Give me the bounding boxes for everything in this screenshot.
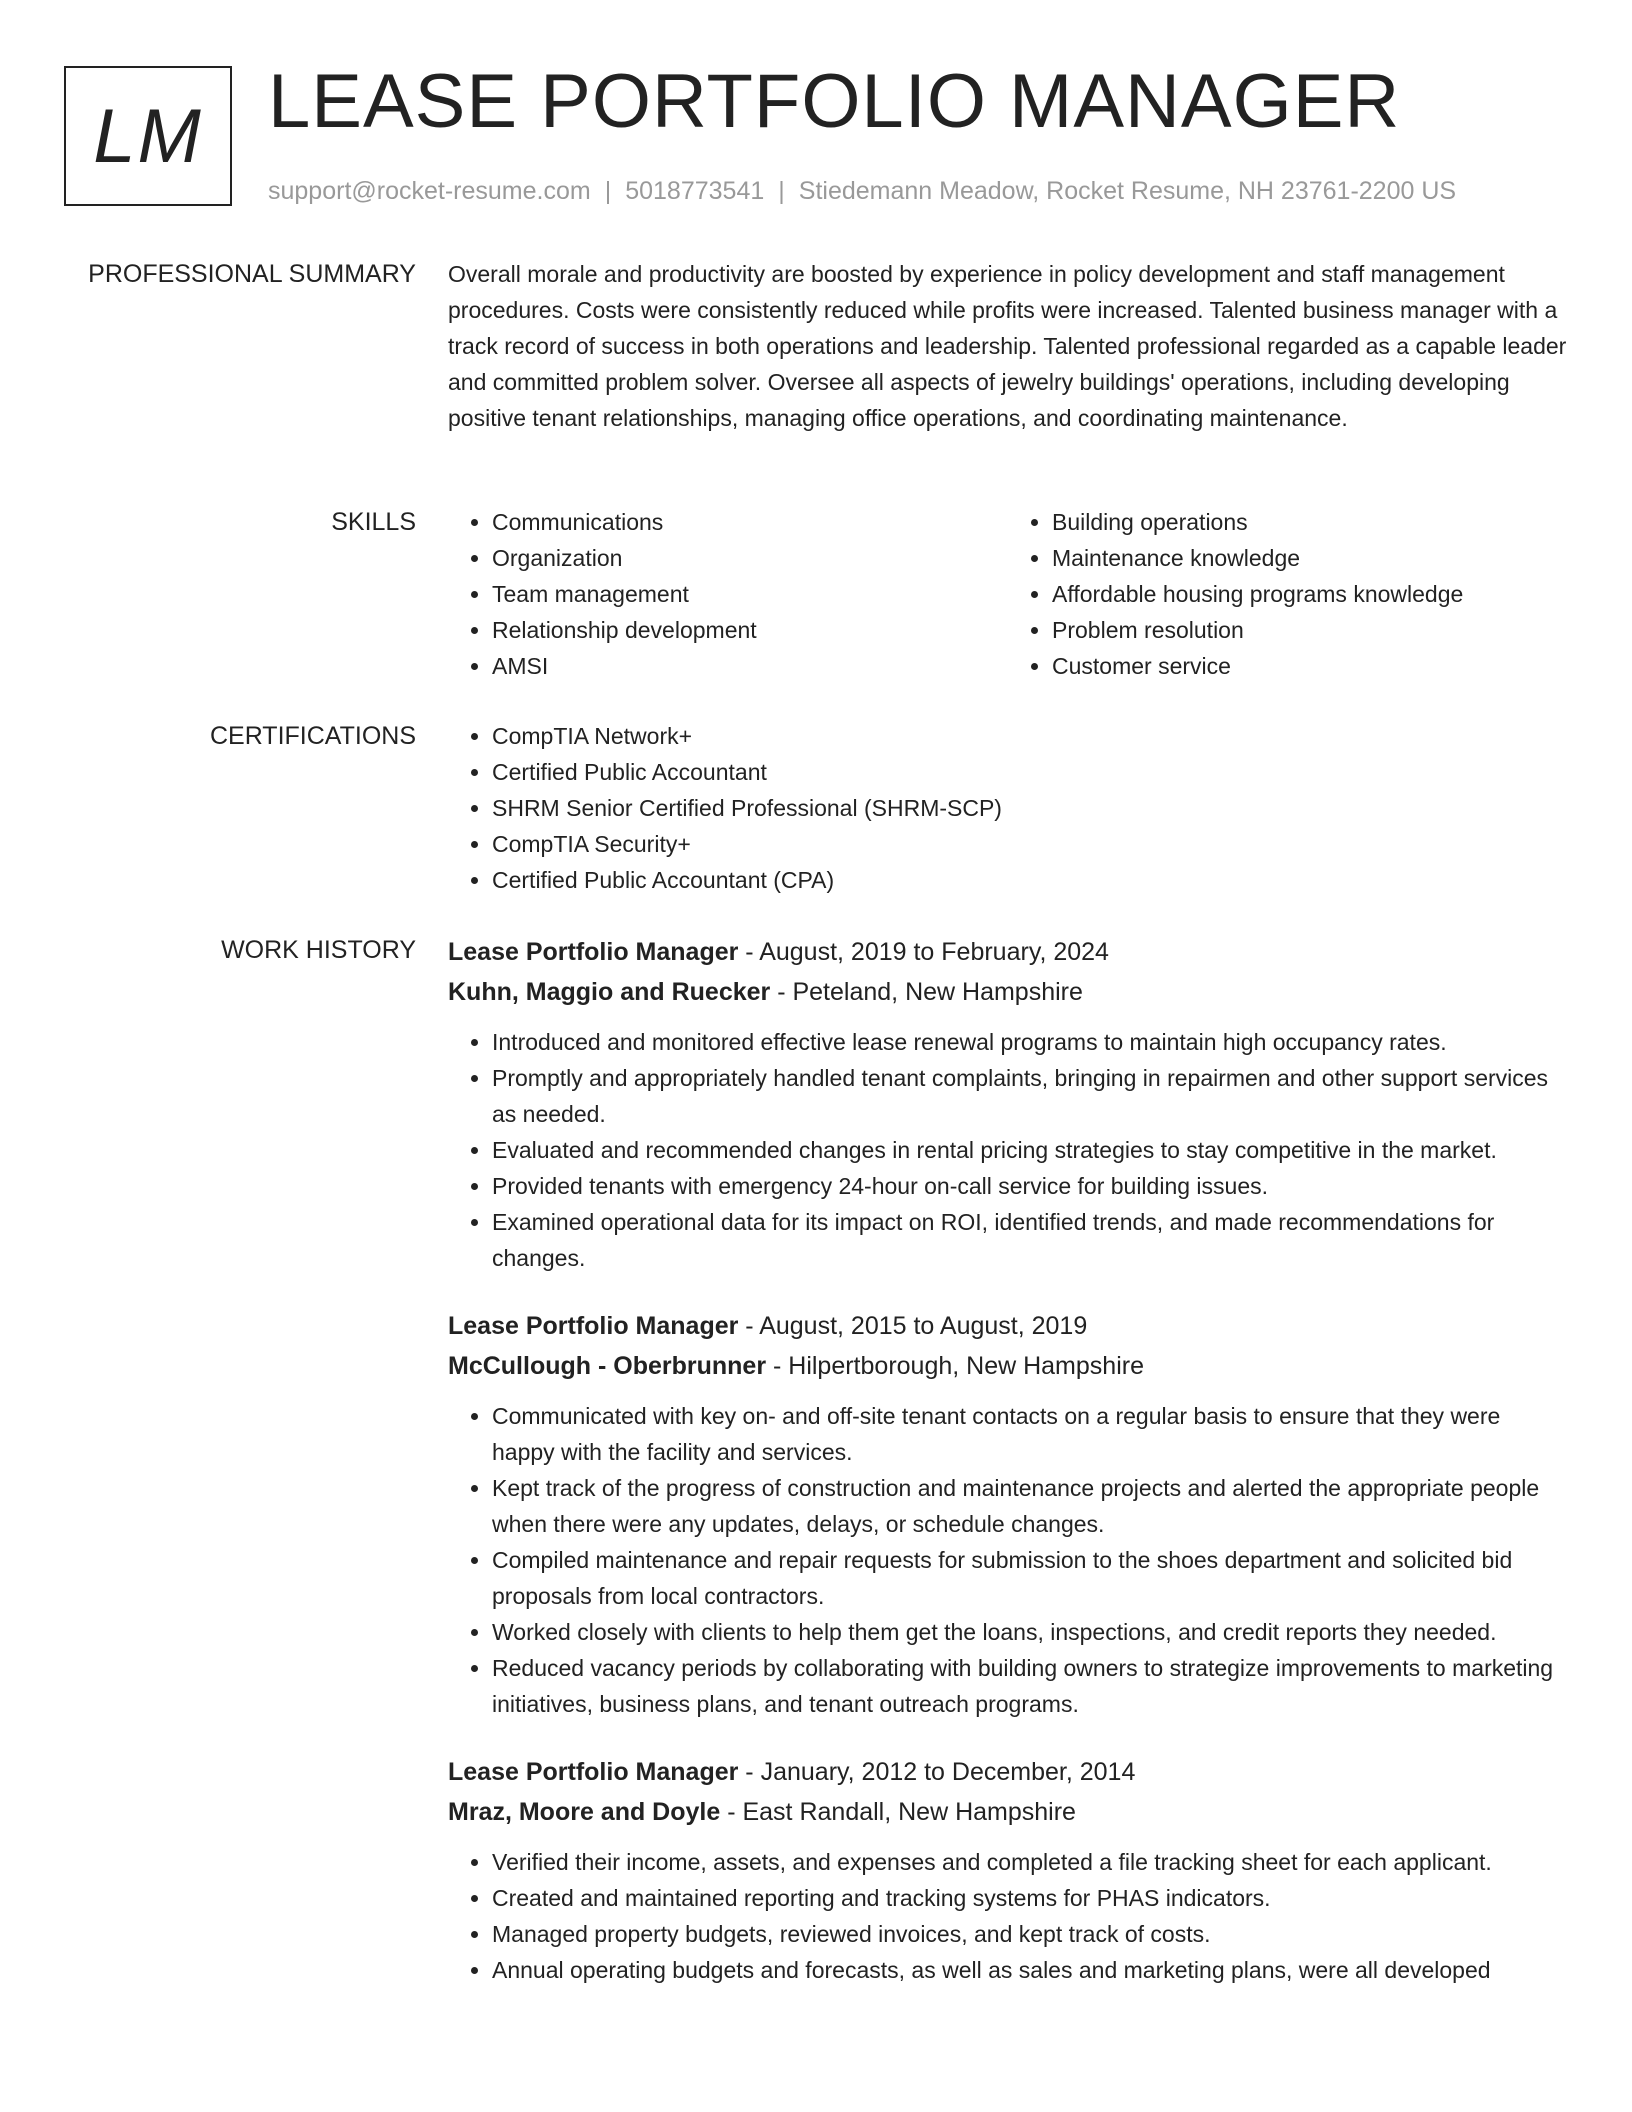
contact-line [268, 174, 1456, 208]
certification-item: • Certified Public Accountant (CPA) [492, 862, 1568, 898]
skill-item: • Maintenance knowledge [1052, 540, 1568, 576]
job-bullet: • Evaluated and recommended changes in rental pricing strategies to stay competitive in the market. [492, 1132, 1568, 1168]
job-role: Lease Portfolio Manager [448, 1758, 739, 1786]
skill-item: • Team management [492, 576, 1008, 612]
job-entry [448, 1752, 1568, 1988]
skills-list-left [448, 504, 1008, 684]
job-role: Lease Portfolio Manager [448, 1312, 739, 1340]
job-bullet: • Managed property budgets, reviewed invoices, and kept track of costs. [492, 1916, 1568, 1952]
skill-item: • Problem resolution [1052, 612, 1568, 648]
certifications-list [448, 718, 1568, 898]
job-title-line [448, 1752, 1568, 1792]
job-bullet: • Annual operating budgets and forecasts, as well as sales and marketing plans, were all developed [492, 1952, 1568, 1988]
skill-item: • Communications [492, 504, 1008, 540]
monogram-logo: LM [64, 66, 232, 206]
job-title-line [448, 1306, 1568, 1346]
certification-item: • CompTIA Network+ [492, 718, 1568, 754]
job-bullet: • Examined operational data for its impact on ROI, identified trends, and made recommendations for changes. [492, 1204, 1568, 1276]
skills-list-right [1008, 504, 1568, 684]
job-company: Kuhn, Maggio and Ruecker [448, 978, 771, 1006]
job-company-line [448, 1792, 1568, 1832]
job-company: Mraz, Moore and Doyle [448, 1798, 721, 1826]
job-bullet: • Reduced vacancy periods by collaborating with building owners to strategize improvements to marketing initiatives, business plans, and tenant outreach programs. [492, 1650, 1568, 1722]
job-bullets [448, 1398, 1568, 1722]
skill-item: • Organization [492, 540, 1008, 576]
contact-phone[interactable]: 5018773541 [625, 177, 765, 205]
skill-item: • Customer service [1052, 648, 1568, 684]
job-dates: - August, 2015 to August, 2019 [738, 1312, 1088, 1340]
resume-name-title: LEASE PORTFOLIO MANAGER [268, 59, 1401, 144]
summary-text: Overall morale and productivity are boosted by experience in policy development and staff management procedures. Costs were consistently reduced while profits were increased. Talented business manager with a track record of success in both operations and leadership. Talented professional regarded as a capable leader and committed problem solver. Oversee all aspects of jewelry buildings' operations, including developing positive tenant relationships, managing office operations, and coordinating maintenance. [448, 261, 1567, 431]
contact-address: Stiedemann Meadow, Rocket Resume, NH 23761-2200 US [798, 177, 1457, 205]
job-location: - East Randall, New Hampshire [720, 1798, 1076, 1826]
job-bullet: • Kept track of the progress of construction and maintenance projects and alerted the appropriate people when there were any updates, delays, or schedule changes. [492, 1470, 1568, 1542]
job-bullet: • Introduced and monitored effective lease renewal programs to maintain high occupancy rates. [492, 1024, 1568, 1060]
job-company: McCullough - Oberbrunner [448, 1352, 767, 1380]
job-title-line [448, 932, 1568, 972]
skill-item: • Relationship development [492, 612, 1008, 648]
certification-item: • SHRM Senior Certified Professional (SHRM-SCP) [492, 790, 1568, 826]
section-title-certifications: CERTIFICATIONS [209, 722, 416, 750]
job-bullet: • Worked closely with clients to help them get the loans, inspections, and credit reports they needed. [492, 1614, 1568, 1650]
job-bullet: • Compiled maintenance and repair requests for submission to the shoes department and solicited bid proposals from local contractors. [492, 1542, 1568, 1614]
skill-item: • AMSI [492, 648, 1008, 684]
job-dates: - January, 2012 to December, 2014 [738, 1758, 1136, 1786]
job-company-line [448, 972, 1568, 1012]
contact-email[interactable]: support@rocket-resume.com [268, 177, 591, 205]
job-bullets [448, 1024, 1568, 1276]
job-bullet: • Created and maintained reporting and tracking systems for PHAS indicators. [492, 1880, 1568, 1916]
job-bullet: • Communicated with key on- and off-site tenant contacts on a regular basis to ensure that they were happy with the facility and services. [492, 1398, 1568, 1470]
skill-item: • Building operations [1052, 504, 1568, 540]
section-title-skills: SKILLS [331, 508, 416, 536]
job-dates: - August, 2019 to February, 2024 [738, 938, 1109, 966]
section-title-work-history: WORK HISTORY [221, 936, 416, 964]
job-role: Lease Portfolio Manager [448, 938, 739, 966]
job-bullet: • Provided tenants with emergency 24-hour on-call service for building issues. [492, 1168, 1568, 1204]
certification-item: • CompTIA Security+ [492, 826, 1568, 862]
job-company-line [448, 1346, 1568, 1386]
certification-item: • Certified Public Accountant [492, 754, 1568, 790]
section-title-summary: PROFESSIONAL SUMMARY [88, 260, 416, 288]
contact-separator: | [778, 177, 785, 205]
contact-separator: | [604, 177, 612, 205]
job-bullets [448, 1844, 1568, 1988]
skill-item: • Affordable housing programs knowledge [1052, 576, 1568, 612]
job-bullet: • Verified their income, assets, and expenses and completed a file tracking sheet for each applicant. [492, 1844, 1568, 1880]
job-entry [448, 932, 1568, 1276]
job-bullet: • Promptly and appropriately handled tenant complaints, bringing in repairmen and other support services as needed. [492, 1060, 1568, 1132]
job-entry [448, 1306, 1568, 1722]
job-location: - Hilpertborough, New Hampshire [766, 1352, 1144, 1380]
job-location: - Peteland, New Hampshire [770, 978, 1083, 1006]
